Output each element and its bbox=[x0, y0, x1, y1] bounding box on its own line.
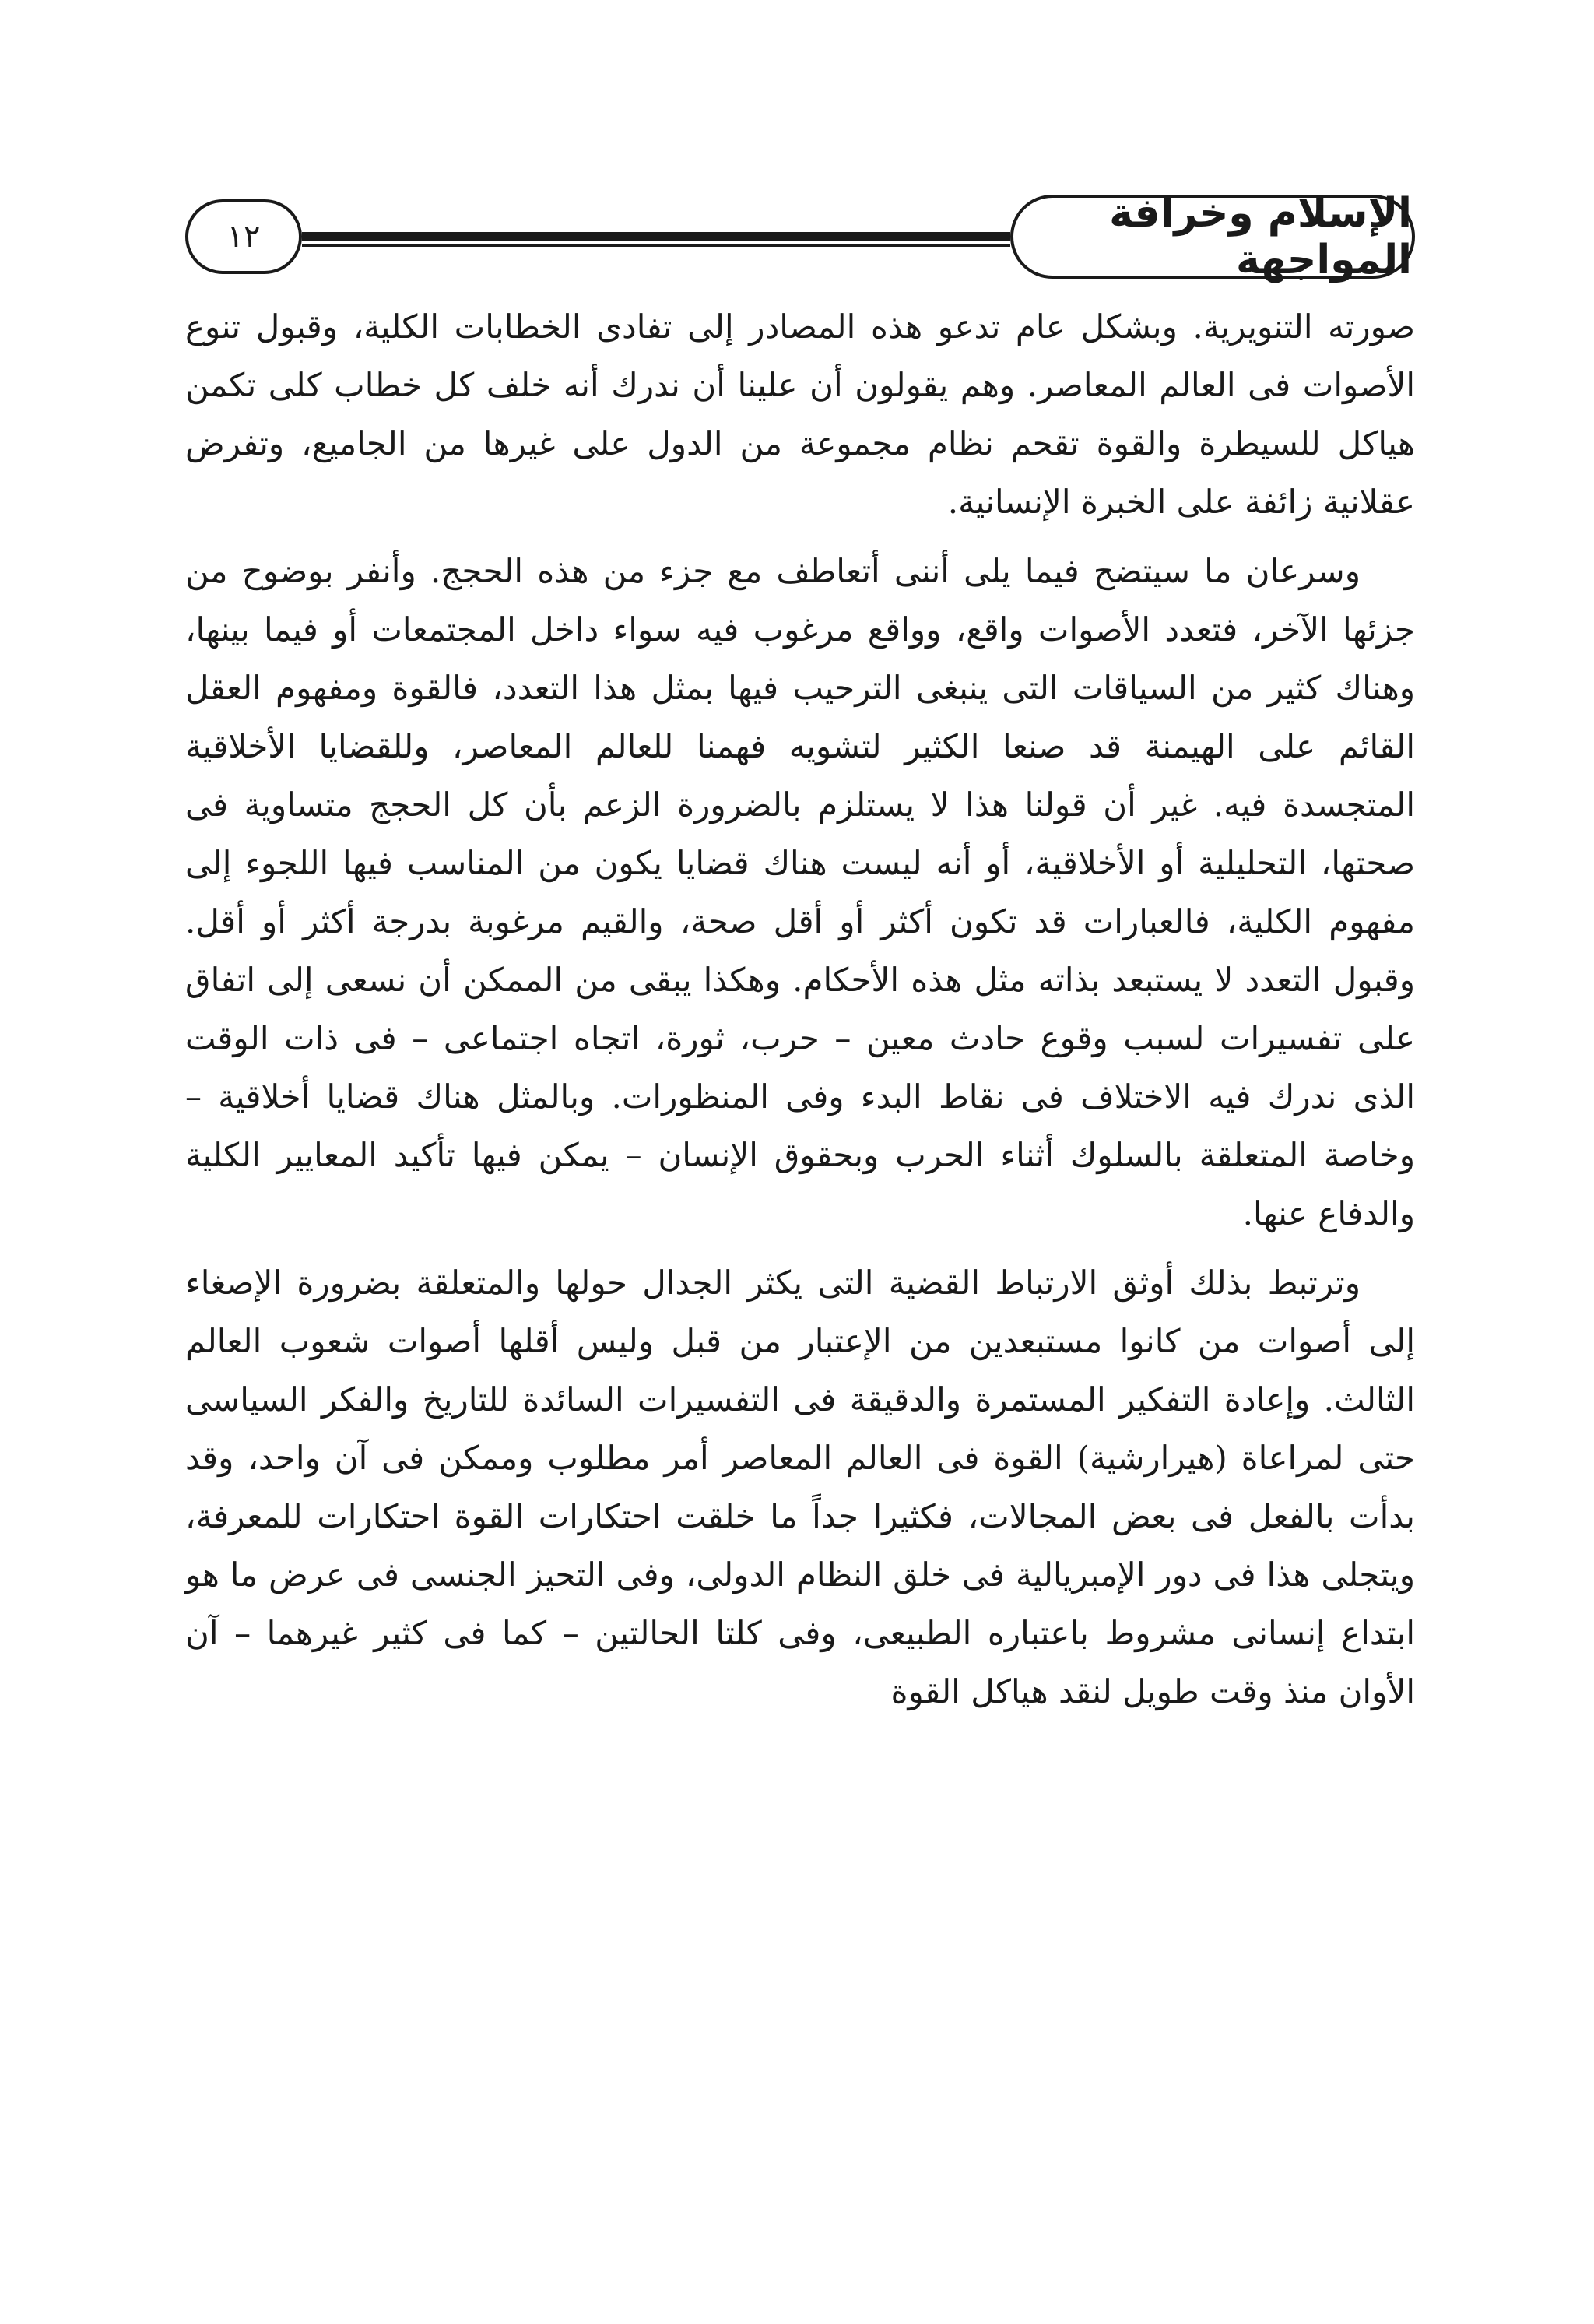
paragraph-3: وترتبط بذلك أوثق الارتباط القضية التى يكثر الجدال حولها والمتعلقة بضرورة الإصغاء إلى أصوات من كانوا مستبعدين من الإعتبار من قبل وليس أقلها أصوات شعوب العالم الثالث. وإعادة التفكير المستمرة والدقيقة فى التفسيرات السائدة للتاريخ والفكر السياسى حتى لمراعاة (هيرارشية) القوة فى العالم المعاصر أمر مطلوب وممكن فى آن واحد، وقد بدأت بالفعل فى بعض المجالات، فكثيرا جداً ما خلقت احتكارات القوة احتكارات للمعرفة، ويتجلى هذا فى دور الإمبريالية فى خلق النظام الدولى، وفى التحيز الجنسى فى عرض ما هو ابتداع إنسانى مشروط باعتباره الطبيعى، وفى كلتا الحالتين – كما فى كثير غيرهما – آن الأوان منذ وقت طويل لنقد هياكل القوة bbox=[185, 1264, 1415, 1710]
paragraph-1: صورته التنويرية. وبشكل عام تدعو هذه المصادر إلى تفادى الخطابات الكلية، وقبول تنوع الأصوات فى العالم المعاصر. وهم يقولون أن علينا أن ندرك أنه خلف كل خطاب كلى تكمن هياكل للسيطرة والقوة تقحم نظام مجموعة من الدول على غيرها من الجاميع، وتفرض عقلانية زائفة على الخبرة الإنسانية. bbox=[185, 308, 1415, 521]
header-rule-thick bbox=[302, 232, 1010, 241]
paragraph-2: وسرعان ما سيتضح فيما يلى أننى أتعاطف مع جزء من هذه الحجج. وأنفر بوضوح من جزئها الآخر، فتعدد الأصوات واقع، وواقع مرغوب فيه سواء داخل المجتمعات أو فيما بينها، وهناك كثير من السياقات التى ينبغى الترحيب فيها بمثل هذا التعدد، فالقوة ومفهوم العقل القائم على الهيمنة قد صنعا الكثير لتشويه فهمنا للعالم المعاصر، وللقضايا الأخلاقية المتجسدة فيه. غير أن قولنا هذا لا يستلزم بالضرورة الزعم بأن كل الحجج متساوية فى صحتها، التحليلية أو الأخلاقية، أو أنه ليست هناك قضايا يكون من المناسب فيها اللجوء إلى مفهوم الكلية، فالعبارات قد تكون أكثر أو أقل صحة، والقيم مرغوبة بدرجة أكثر أو أقل. وقبول التعدد لا يستبعد بذاته مثل هذه الأحكام. وهكذا يبقى من الممكن أن نسعى إلى اتفاق على تفسيرات لسبب وقوع حادث معين – حرب، ثورة، اتجاه اجتماعى – فى ذات الوقت الذى ندرك فيه الاختلاف فى نقاط البدء وفى المنظورات. وبالمثل هناك قضايا أخلاقية – وخاصة المتعلقة بالسلوك أثناء الحرب وبحقوق الإنسان – يمكن فيها تأكيد المعايير الكلية والدفاع عنها. bbox=[185, 552, 1415, 1232]
body-text bbox=[185, 297, 1415, 1732]
page-number: ١٢ bbox=[226, 219, 261, 255]
book-title-frame bbox=[1010, 190, 1415, 283]
page-number-frame bbox=[185, 199, 302, 274]
header-rule-thin bbox=[302, 244, 1010, 247]
book-title: الإسلام وخرافة المواجهة bbox=[1109, 190, 1412, 283]
running-header bbox=[185, 190, 1415, 283]
